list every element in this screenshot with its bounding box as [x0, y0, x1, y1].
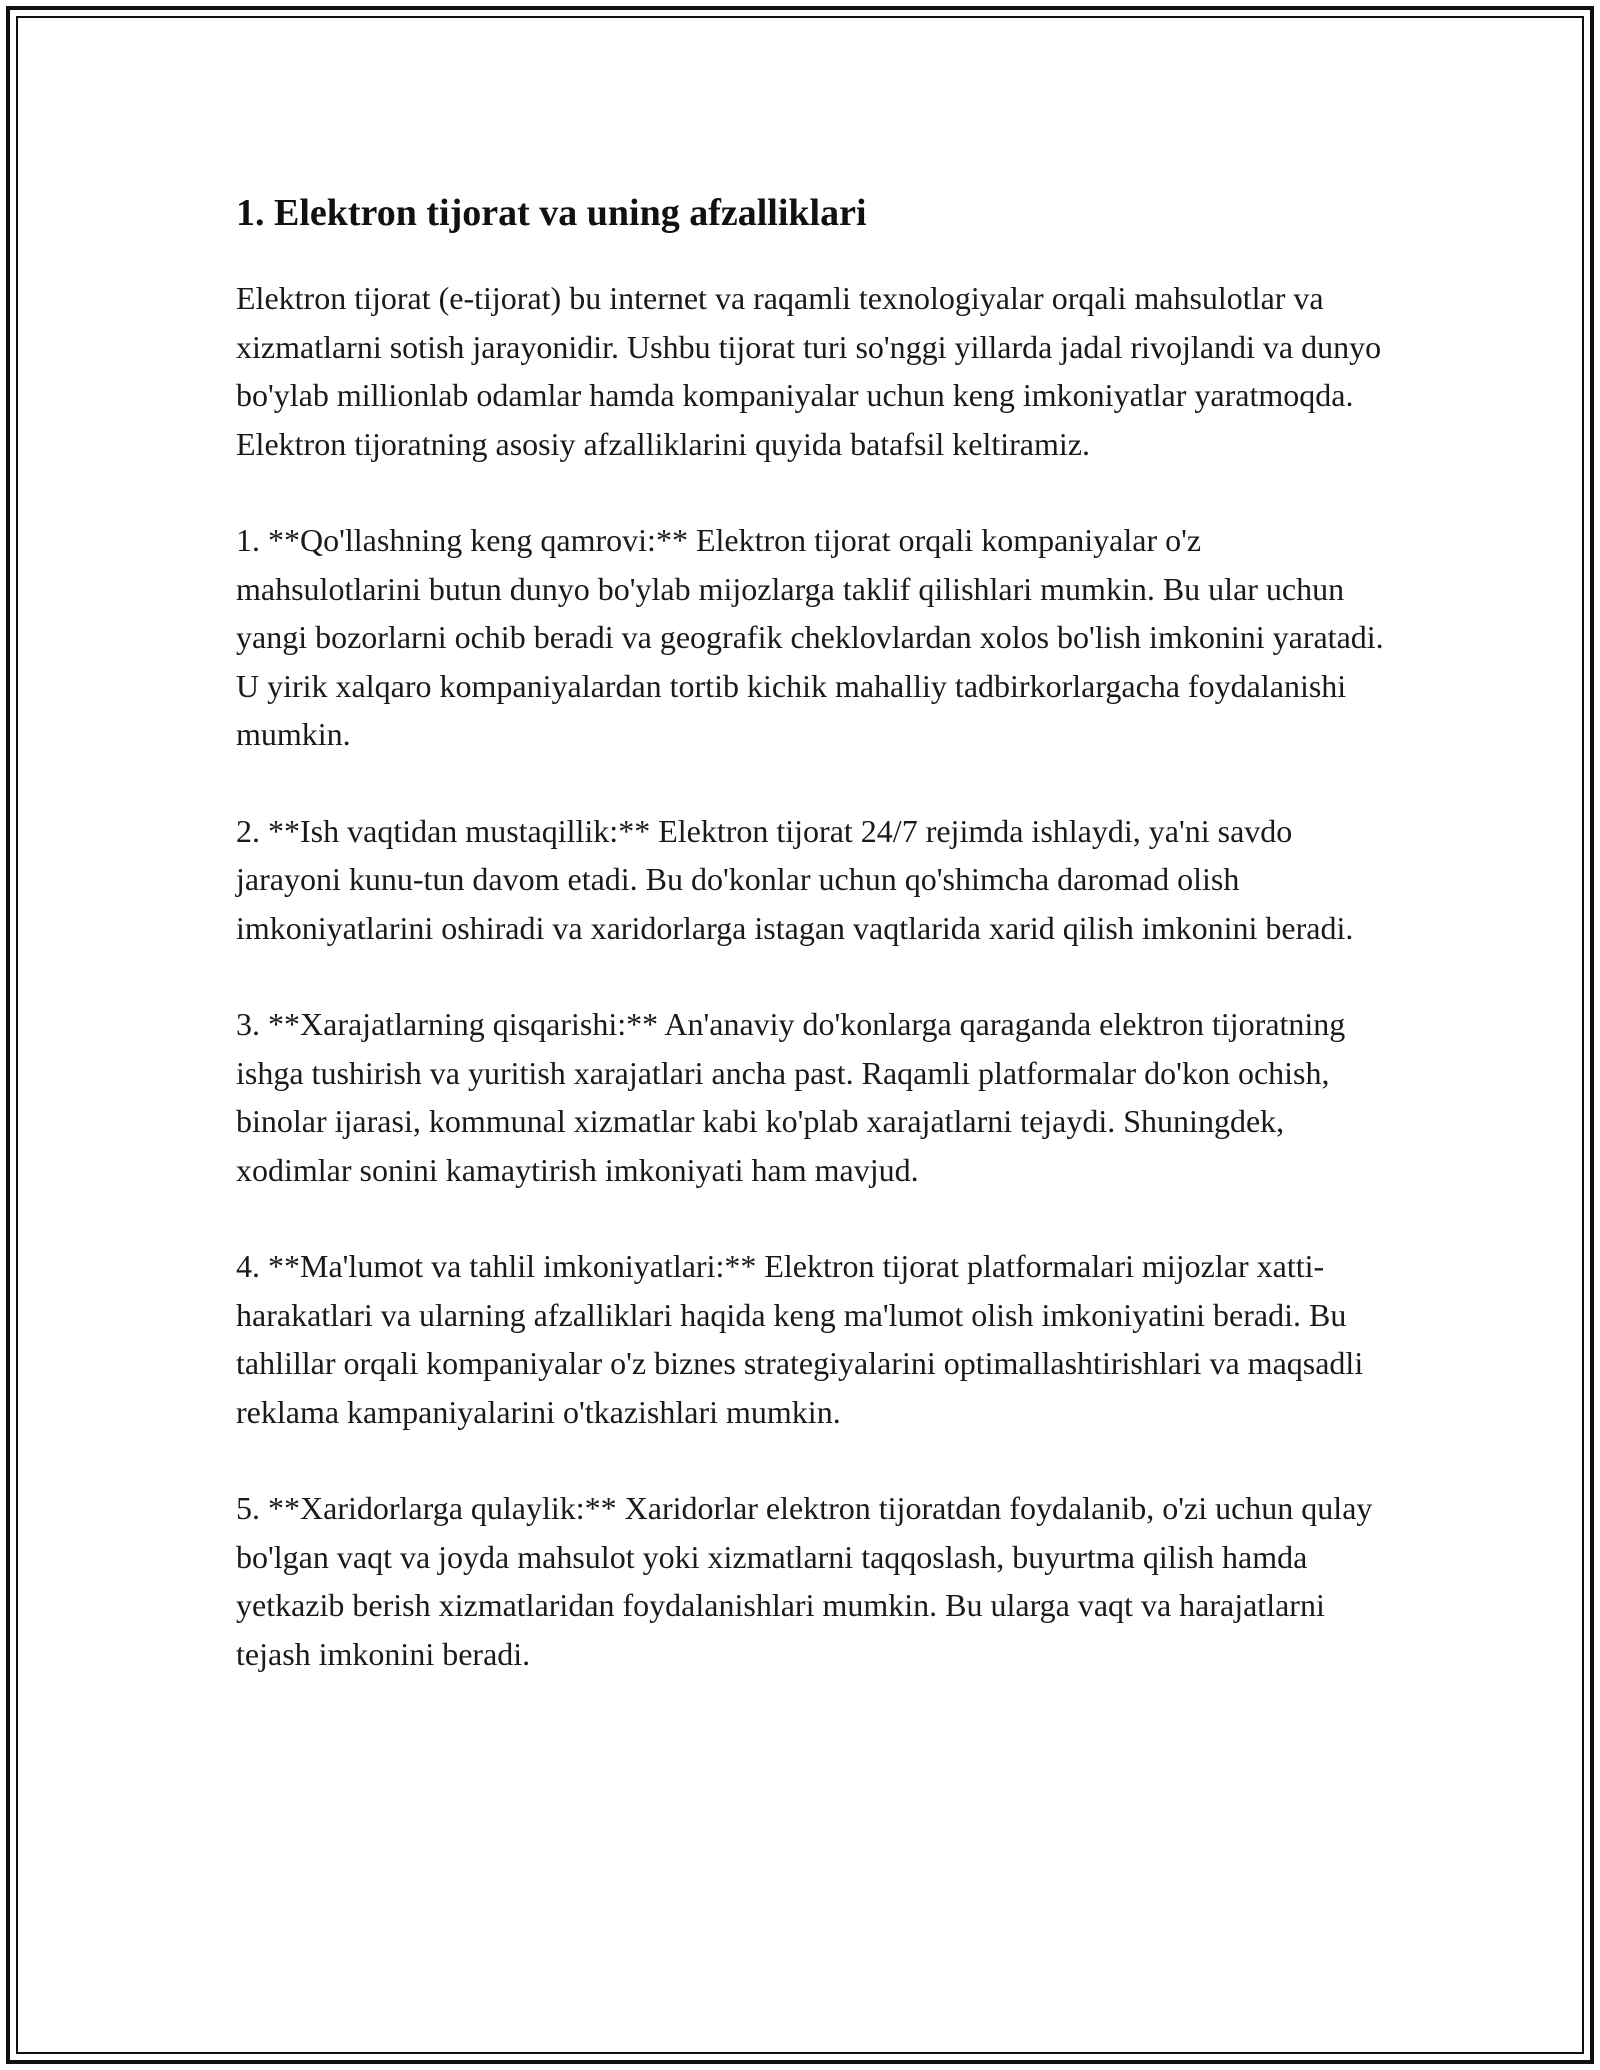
list-item-5: 5. **Xaridorlarga qulaylik:** Xaridorlar elektron tijoratdan foydalanib, o'zi uchun qulay bo'lgan vaqt va joyda mahsulot yoki xizmatlarni taqqoslash, buyurtma qilish hamda yetkazib berish xizmatlaridan foydalanishlari mumkin. Bu ularga vaqt va harajatlarni tejash imkonini beradi.: [236, 1490, 1373, 1672]
document-title: 1. Elektron tijorat va uning afzalliklari: [236, 192, 867, 234]
document-body: [236, 180, 1386, 1726]
list-item-4: 4. **Ma'lumot va tahlil imkoniyatlari:** Elektron tijorat platformalari mijozlar xatti-harakatlari va ularning afzalliklari haqida keng ma'lumot olish imkoniyatini beradi. Bu tahlillar orqali kompaniyalar o'z biznes strategiyalarini optimallashtirishlari va maqsadli reklama kampaniyalarini o'tkazishlari mumkin.: [236, 1248, 1364, 1430]
intro-paragraph: Elektron tijorat (e-tijorat) bu internet va raqamli texnologiyalar orqali mahsulotlar va xizmatlarni sotish jarayonidir. Ushbu tijorat turi so'nggi yillarda jadal rivojlandi va dunyo bo'ylab millionlab odamlar hamda kompaniyalar uchun keng imkoniyatlar yaratmoqda. Elektron tijoratning asosiy afzalliklarini quyida batafsil keltiramiz.: [236, 280, 1382, 462]
list-item-1: 1. **Qo'llashning keng qamrovi:** Elektron tijorat orqali kompaniyalar o'z mahsulotlarini butun dunyo bo'ylab mijozlarga taklif qilishlari mumkin. Bu ular uchun yangi bozorlarni ochib beradi va geografik cheklovlardan xolos bo'lish imkonini yaratadi. U yirik xalqaro kompaniyalardan tortib kichik mahalliy tadbirkorlargacha foydalanishi mumkin.: [236, 522, 1384, 752]
list-item-3: 3. **Xarajatlarning qisqarishi:** An'anaviy do'konlarga qaraganda elektron tijoratning ishga tushirish va yuritish xarajatlari ancha past. Raqamli platformalar do'kon ochish, binolar ijarasi, kommunal xizmatlar kabi ko'plab xarajatlarni tejaydi. Shuningdek, xodimlar sonini kamaytirish imkoniyati ham mavjud.: [236, 1006, 1346, 1188]
list-item-2: 2. **Ish vaqtidan mustaqillik:** Elektron tijorat 24/7 rejimda ishlaydi, ya'ni savdo jarayoni kunu-tun davom etadi. Bu do'konlar uchun qo'shimcha daromad olish imkoniyatlarini oshiradi va xaridorlarga istagan vaqtlarida xarid qilish imkonini beradi.: [236, 812, 1354, 946]
